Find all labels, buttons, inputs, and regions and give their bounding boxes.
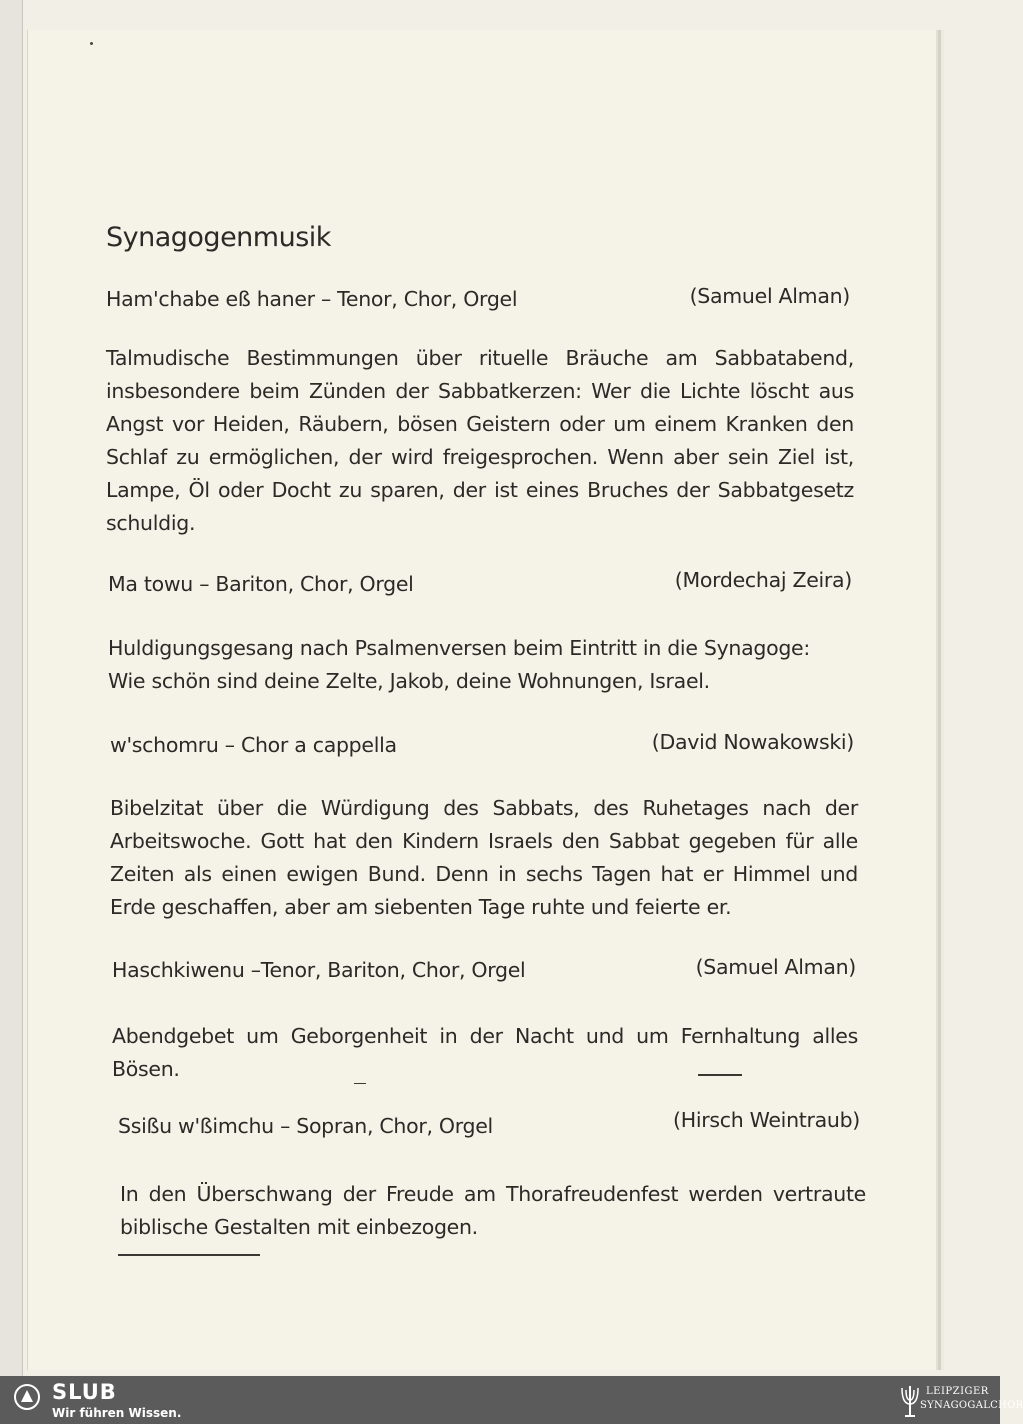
piece-title-2: Ma towu – Bariton, Chor, Orgel	[108, 572, 414, 596]
piece-composer-3: (David Nowakowski)	[651, 730, 854, 754]
library-name: SLUB	[52, 1380, 117, 1404]
separator-dash	[698, 1074, 742, 1076]
piece-title-3: w'schomru – Chor a cappella	[110, 733, 397, 757]
library-tagline: Wir führen Wissen.	[52, 1406, 182, 1420]
piece-description-2-line-2: Wie schön sind deine Zelte, Jakob, deine Wohnungen, Israel.	[108, 669, 710, 693]
choir-name-line-2: SYNAGOGALCHOR	[920, 1400, 1023, 1411]
left-page-edge	[0, 0, 23, 1376]
piece-description-2-line-1: Huldigungsgesang nach Psalmenversen beim Eintritt in die Synagoge:	[108, 636, 810, 660]
choir-name-line-1: LEIPZIGER	[926, 1386, 989, 1397]
piece-composer-5: (Hirsch Weintraub)	[673, 1108, 860, 1132]
slub-logo-icon	[14, 1384, 40, 1410]
speck	[90, 42, 93, 45]
piece-title-4: Haschkiwenu –Tenor, Bariton, Chor, Orgel	[112, 958, 526, 982]
menorah-icon	[898, 1380, 922, 1420]
page-title: Synagogenmusik	[106, 222, 331, 253]
piece-title-1: Ham'chabe eß haner – Tenor, Chor, Orgel	[106, 287, 518, 311]
closing-rule	[118, 1254, 260, 1256]
speck-line	[354, 1083, 366, 1084]
piece-description-5: In den Überschwang der Freude am Thorafreudenfest werden vertraute biblische Gestalten mit einbezogen.	[120, 1182, 866, 1239]
footer-bar	[0, 1376, 1023, 1424]
piece-description-3: Bibelzitat über die Würdigung des Sabbats, des Ruhetages nach der Arbeitswoche. Gott hat den Kindern Israels den Sabbat gegeben für alle Zeiten als einen ewigen Bund. Denn in sechs Tagen hat er Himmel und Erde geschaffen, aber am siebenten Tage ruhte und feierte er.	[110, 796, 858, 919]
piece-composer-4: (Samuel Alman)	[695, 955, 856, 979]
piece-description-4: Abendgebet um Geborgenheit in der Nacht und um Fernhaltung alles Bösen.	[112, 1024, 858, 1081]
piece-description-1: Talmudische Bestimmungen über rituelle Bräuche am Sabbatabend, insbesondere beim Zünden der Sabbatkerzen: Wer die Lichte löscht aus Angst vor Heiden, Räubern, bösen Geistern oder um einem Kranken den Schlaf zu ermöglichen, der wird freigesprochen. Wenn aber sein Ziel ist, Lampe, Öl oder Docht zu sparen, der ist eines Bruches der Sabbatgesetz schuldig.	[106, 346, 854, 535]
piece-composer-2: (Mordechaj Zeira)	[674, 568, 852, 592]
piece-title-5: Ssißu w'ßimchu – Sopran, Chor, Orgel	[118, 1114, 493, 1138]
piece-composer-1: (Samuel Alman)	[689, 284, 850, 308]
